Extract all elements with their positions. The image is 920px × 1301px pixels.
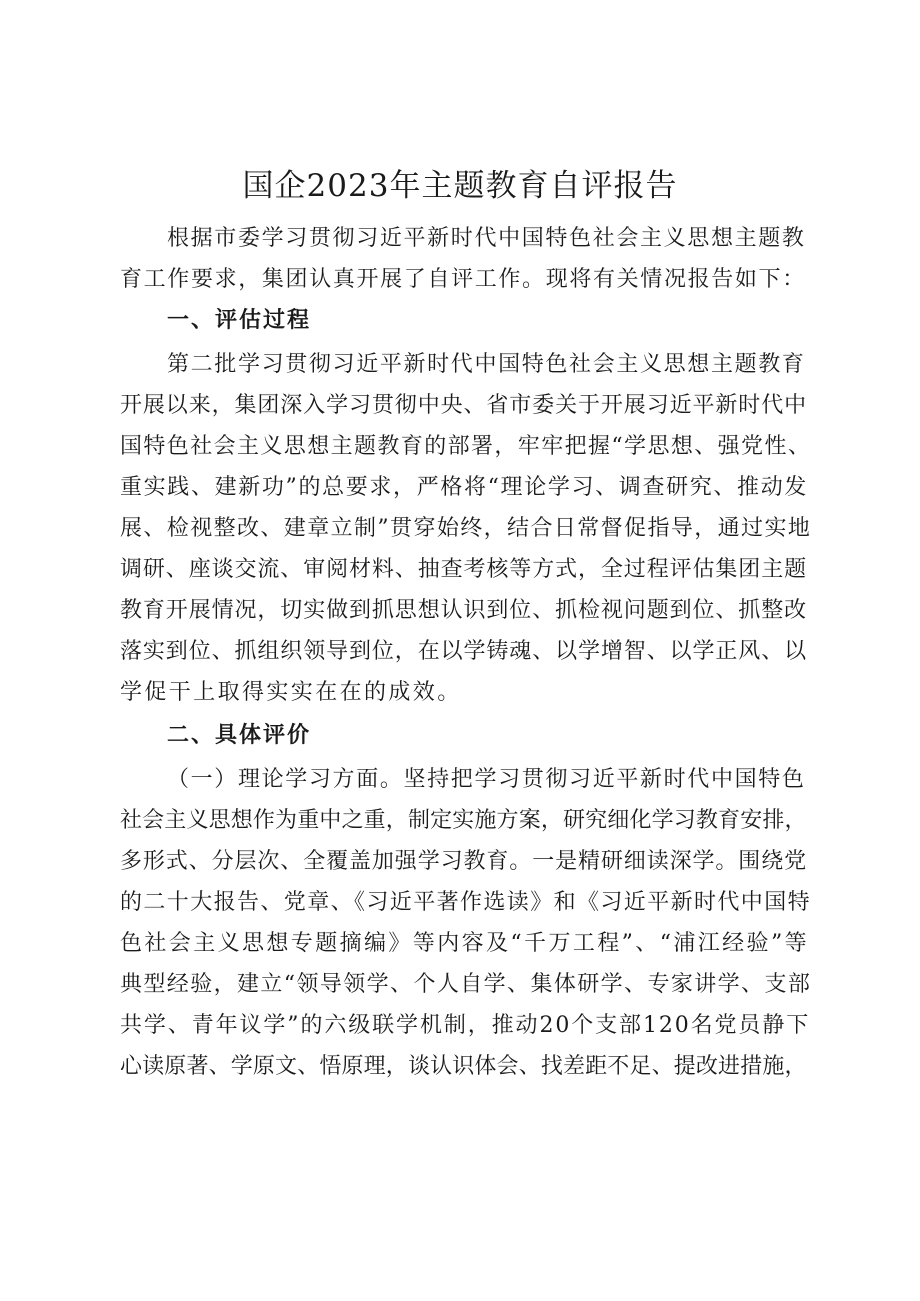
section1-line-4: 重实践、建新功”的总要求，严格将“理论学习、调查研究、推动发	[120, 475, 808, 500]
section-heading-evaluation-process: 一、评估过程	[167, 308, 312, 333]
section2-line-4: 的二十大报告、党章、《习近平著作选读》和《习近平新时代中国特	[120, 890, 812, 915]
document-title: 国企2023年主题教育自评报告	[242, 168, 678, 204]
section1-line-9: 学促干上取得实实在在的成效。	[120, 680, 462, 705]
section1-line-1: 第二批学习贯彻习近平新时代中国特色社会主义思想主题教育	[167, 352, 806, 377]
section2-line-5: 色社会主义思想专题摘编》等内容及“千万工程”、“浦江经验”等	[120, 931, 809, 956]
section1-line-8: 落实到位、抓组织领导到位，在以学铸魂、以学增智、以学正风、以	[120, 639, 808, 664]
intro-line-1: 根据市委学习贯彻习近平新时代中国特色社会主义思想主题教	[167, 226, 806, 251]
section2-line-3: 多形式、分层次、全覆盖加强学习教育。一是精研细读深学。围绕党	[120, 849, 808, 874]
section2-line-8: 心读原著、学原文、悟原理，谈认识体会、找差距不足、提改进措施，	[120, 1054, 807, 1079]
section2-line-2: 社会主义思想作为重中之重，制定实施方案，研究细化学习教育安排，	[120, 808, 807, 833]
intro-line-2: 育工作要求，集团认真开展了自评工作。现将有关情况报告如下：	[120, 267, 806, 292]
section1-line-2: 开展以来，集团深入学习贯彻中央、省市委关于开展习近平新时代中	[120, 393, 808, 418]
section1-line-3: 国特色社会主义思想主题教育的部署，牢牢把握“学思想、强党性、	[120, 434, 812, 459]
section2-line-1: （一）理论学习方面。坚持把学习贯彻习近平新时代中国特色	[167, 767, 806, 792]
section2-line-7: 共学、青年议学”的六级联学机制，推动20个支部120名党员静下	[120, 1013, 811, 1038]
section1-line-6: 调研、座谈交流、审阅材料、抽查考核等方式，全过程评估集团主题	[120, 557, 808, 582]
section-heading-specific-evaluation: 二、具体评价	[167, 723, 312, 748]
section1-line-5: 展、检视整改、建章立制”贯穿始终，结合日常督促指导，通过实地	[120, 516, 812, 541]
section2-line-6: 典型经验，建立“领导领学、个人自学、集体研学、专家讲学、支部	[120, 972, 812, 997]
section1-line-7: 教育开展情况，切实做到抓思想认识到位、抓检视问题到位、抓整改	[120, 598, 808, 623]
